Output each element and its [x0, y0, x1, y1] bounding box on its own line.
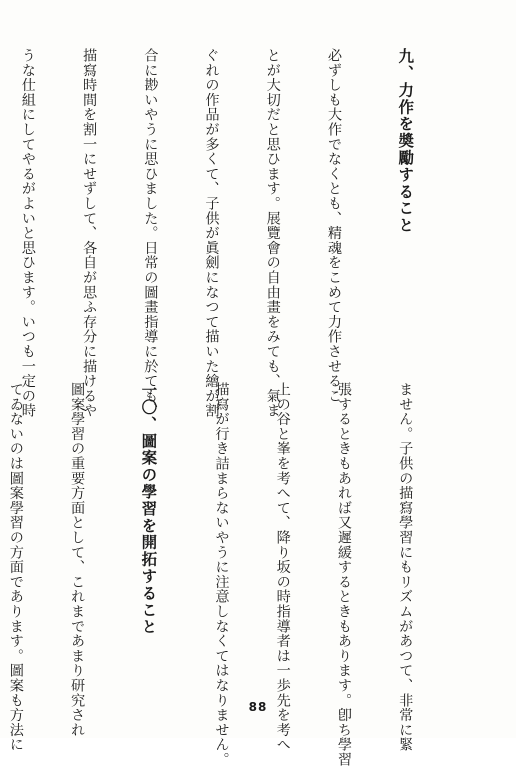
body-line: ぐれの作品が多くて、子供が眞劍になつて描いた繪が割 — [203, 48, 220, 418]
body-line: てゐないのは圖案學習の方面であります。圖案も方法に — [7, 382, 24, 752]
page-number: 88 — [248, 700, 268, 714]
body-line: 張するときもあれば又遲緩するときもあります。卽ち學習 — [335, 382, 352, 767]
body-line: 描寫が行き詰まらないやうに注意しなくてはなりません。 — [213, 382, 230, 767]
body-line: ません。子供の描寫學習にもリズムがあつて、非常に緊 — [397, 382, 414, 752]
body-line: 描寫時間を割一にせずして、各自が思ふ存分に描けるや — [81, 48, 98, 418]
body-line: うな仕組にしてやるがよいと思ひます。いつも一定の時 — [19, 48, 36, 418]
body-line: 合に尠いやうに思ひました。日常の圖畫指導に於ても、 — [142, 48, 159, 418]
body-line: 必ずしも大作でなくとも、精魂をこめて力作させるこ — [325, 48, 342, 404]
body-line: 圖案學習の重要方面として、これまであまり研究され — [69, 382, 86, 738]
section-ten-heading: 一〇、圖案の學習を開拓すること — [139, 382, 158, 636]
body-line: とが大切だと思ひます。展覽會の自由畫をみても、氣ま — [264, 48, 281, 418]
section-nine-heading: 九、力作を奬勵すること — [396, 48, 415, 234]
body-line: 上の谷と峯を考へて、降り坂の時指導者は一歩先を考へ — [274, 382, 291, 752]
section-nine — [0, 48, 456, 418]
